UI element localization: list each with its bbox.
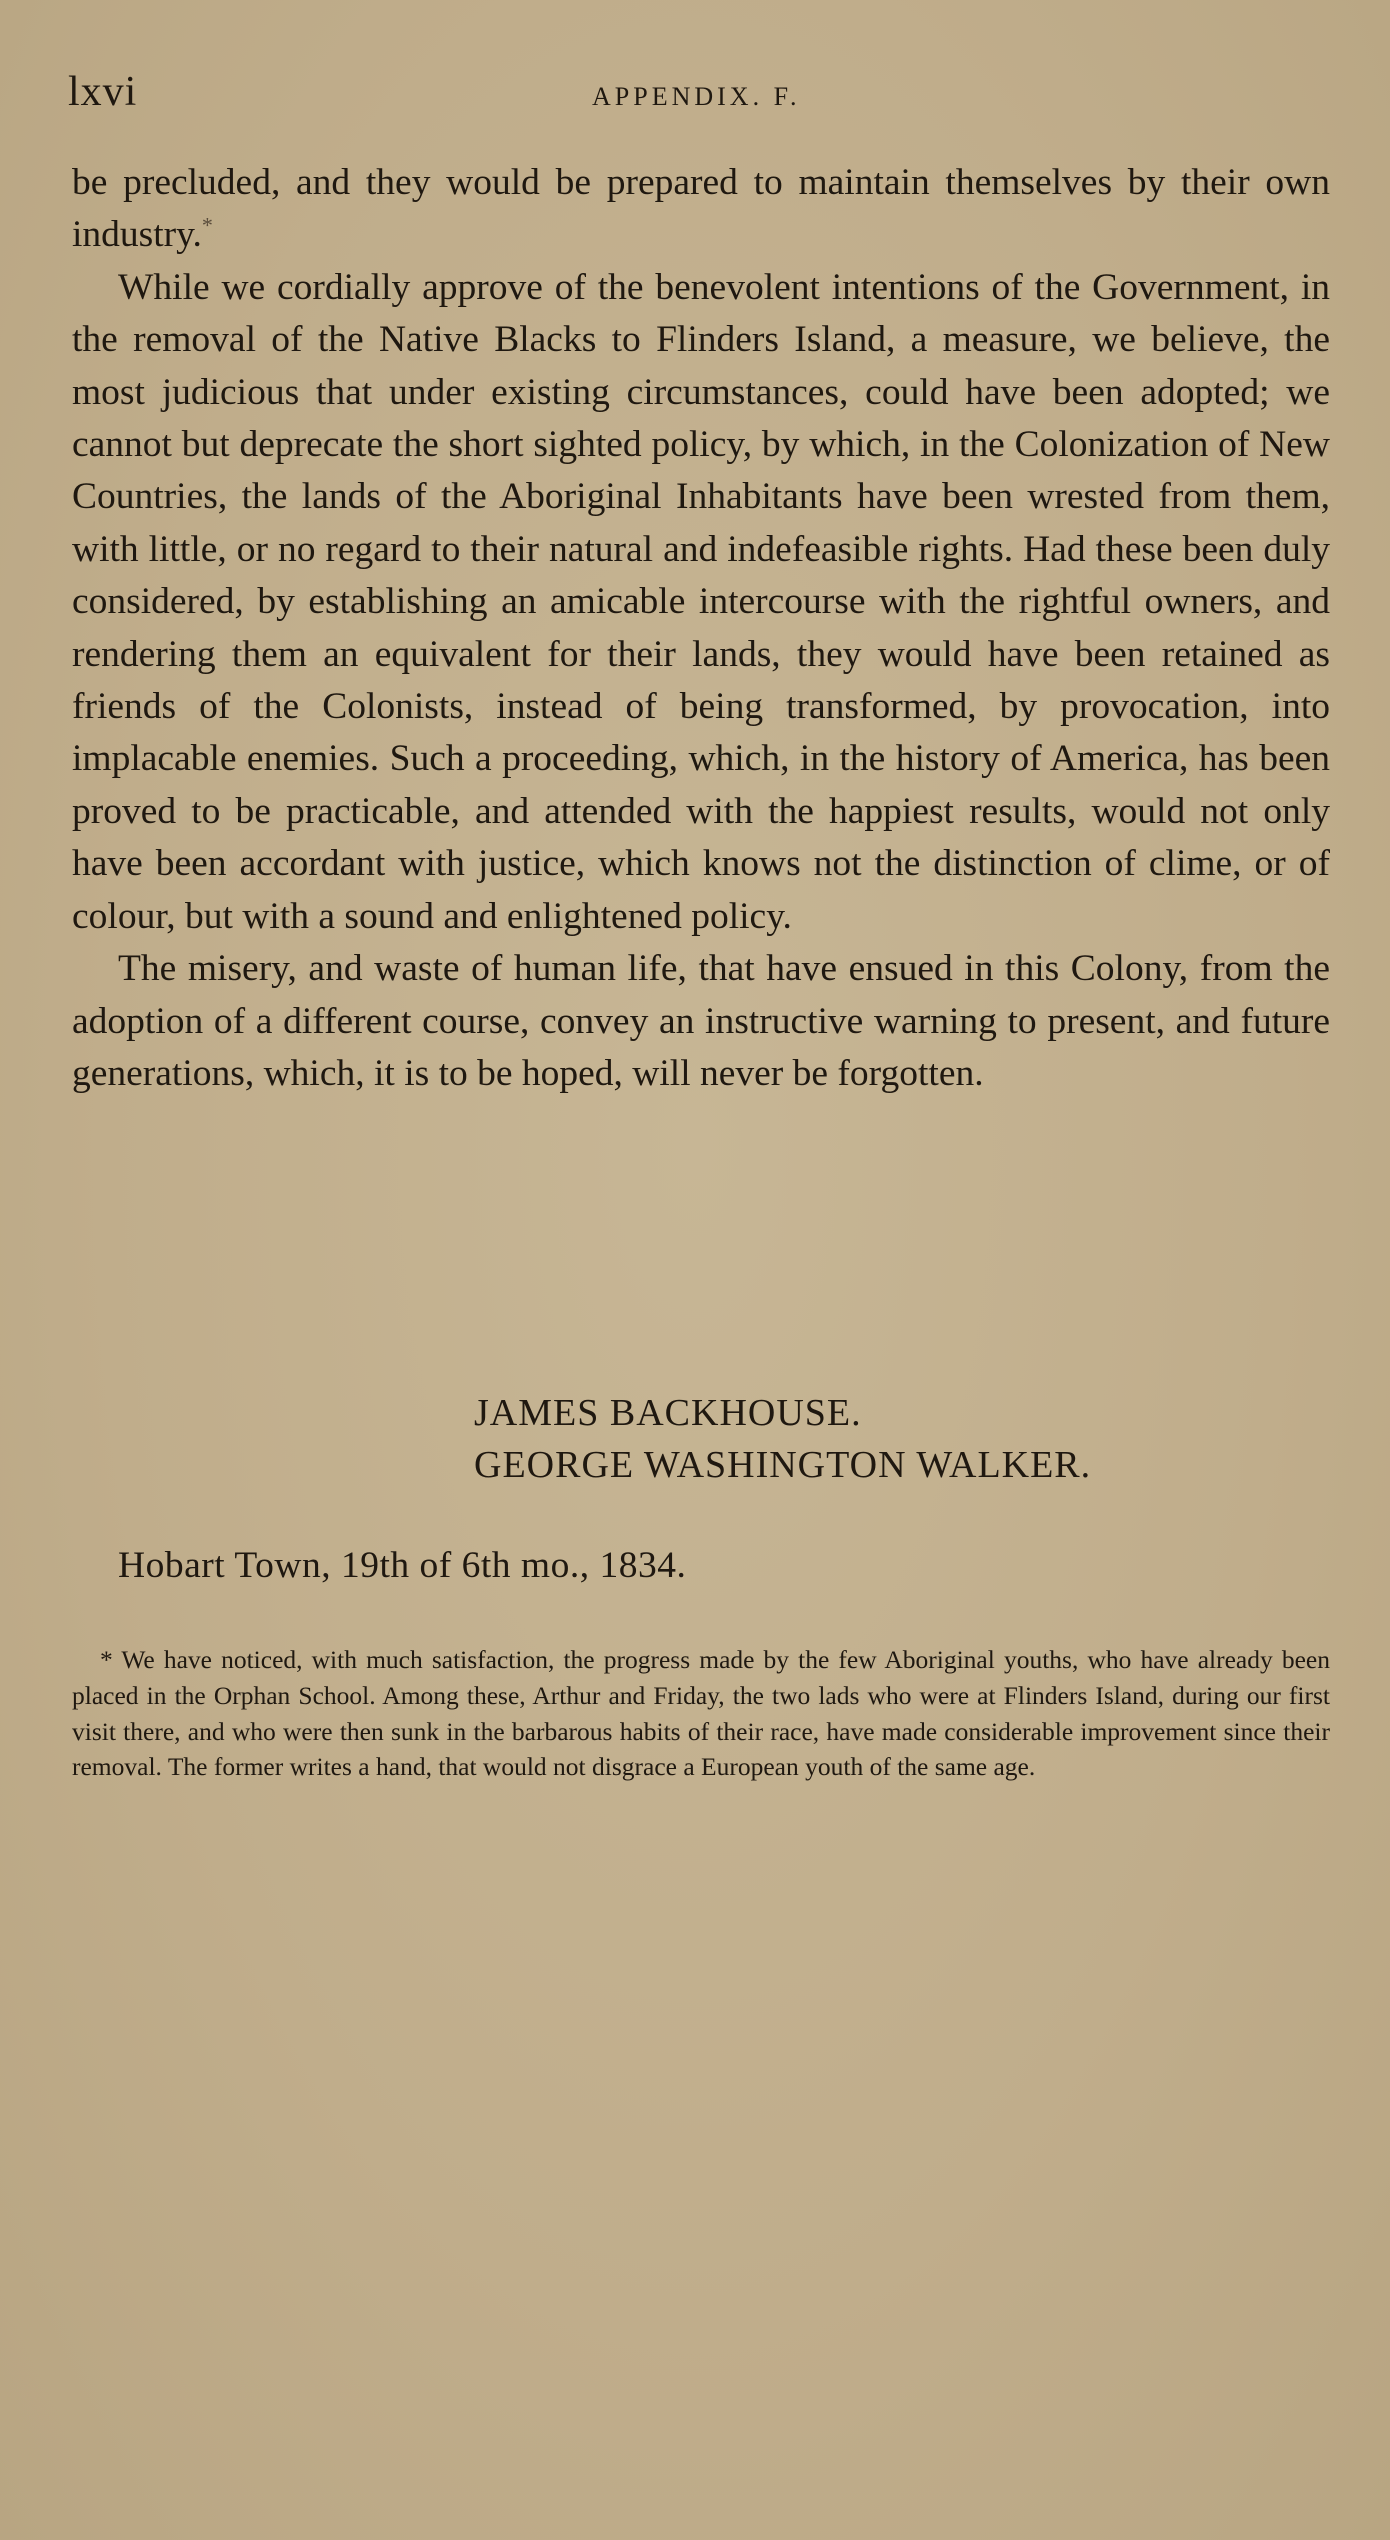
footnote-text: * We have noticed, with much satisfaction, the progress made by the few Aboriginal youths, who have already been placed in the Orphan School. Among these, Arthur and Friday, the two lads who were at Flinders Island, during our first visit there, and who were then sunk in the barbarous habits of their race, have made considerable improvement since their removal. The former writes a hand, that would not disgrace a European youth of the same age. — [72, 1645, 1330, 1782]
place-date-line: Hobart Town, 19th of 6th mo., 1834. — [118, 1545, 687, 1586]
paragraph-1-text: be precluded, and they would be prepared to maintain themselves by their own industry. — [72, 162, 1330, 256]
page-header — [68, 68, 1328, 128]
paragraph-2: While we cordially approve of the benevolent intentions of the Government, in the removal of the Native Blacks to Flinders Island, a measure, we believe, the most judicious that under existing circumstances, could have been adopted; we cannot but deprecate the short sighted policy, by which, in the Colonization of New Countries, the lands of the Aboriginal Inhabitants have been wrested from them, with little, or no regard to their natural and indefeasible rights. Had these been duly considered, by establishing an amicable intercourse with the rightful owners, and rendering them an equivalent for their lands, they would have been retained as friends of the Colonists, instead of being transformed, by provocation, into implacable enemies. Such a proceeding, which, in the history of America, has been proved to be practicable, and attended with the happiest results, would not only have been accordant with justice, which knows not the distinction of clime, or of colour, but with a sound and enlightened policy. — [72, 266, 1330, 937]
signatory-1: JAMES BACKHOUSE. — [474, 1392, 862, 1434]
paragraph-3: The misery, and waste of human life, that have ensued in this Colony, from the adoption of a different course, convey an instructive warning to present, and future generations, which, it is to be hoped, will never be forgotten. — [72, 948, 1330, 1094]
footnote — [72, 1642, 1330, 1785]
paragraph-1 — [72, 157, 1330, 262]
footnote-marker: * — [201, 212, 213, 238]
main-text — [72, 157, 1330, 1100]
page-number: lxvi — [68, 69, 138, 115]
signature-block — [474, 1387, 1091, 1491]
running-title: APPENDIX. F. — [592, 82, 801, 111]
signatory-2: GEORGE WASHINGTON WALKER. — [474, 1444, 1092, 1486]
